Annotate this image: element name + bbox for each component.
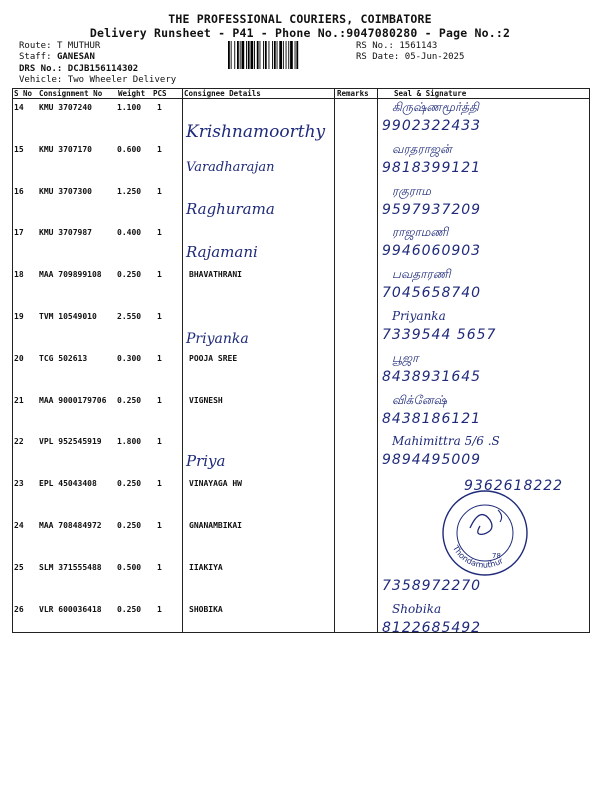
barcode-bar	[242, 41, 245, 69]
row-pcs: 1	[157, 353, 162, 363]
row-consignment: MAA 709899108	[39, 270, 102, 280]
barcode-bar	[246, 41, 247, 69]
row-consignment: MAA 708484972	[39, 521, 102, 530]
row-sno: 17	[14, 228, 24, 238]
handwritten-consignee: Raghurama	[186, 199, 275, 218]
header-consignee: Consignee Details	[184, 89, 261, 98]
row-weight: 0.600	[117, 144, 142, 154]
row-sno: 25	[14, 562, 24, 572]
runsheet-subtitle: Delivery Runsheet - P41 - Phone No.:9047080280 - Page No.:2	[89, 26, 511, 40]
barcode-bar	[290, 41, 293, 69]
row-weight: 1.800	[117, 437, 142, 447]
table-row	[12, 349, 590, 391]
table-row	[12, 391, 590, 433]
header-remarks: Remarks	[337, 89, 369, 98]
signature: விக்னேஷ்	[392, 392, 447, 407]
row-sno: 16	[14, 186, 24, 196]
row-weight: 0.300	[117, 353, 142, 363]
handwritten-phone: 9902322433	[382, 118, 482, 134]
row-consignee: POOJA SREE	[189, 353, 238, 363]
vehicle-value: Two Wheeler Delivery	[67, 75, 177, 85]
row-pcs: 1	[157, 228, 162, 238]
signature: கிருஷ்ணமூர்த்தி	[392, 100, 479, 114]
row-pcs: 1	[157, 395, 162, 405]
handwritten-phone: 9818399121	[382, 159, 482, 176]
row-consignment: KMU 3707300	[39, 186, 92, 196]
handwritten-consignee: Varadharajan	[186, 159, 275, 175]
row-sno: 22	[14, 437, 24, 447]
row-consignee: VIGNESH	[189, 395, 223, 405]
row-weight: 0.250	[117, 270, 142, 280]
barcode-bar	[277, 41, 278, 69]
barcode-bar	[272, 41, 273, 69]
row-pcs: 1	[157, 479, 162, 489]
row-weight: 2.550	[117, 312, 142, 321]
barcode-bar	[295, 41, 296, 69]
barcode-bar	[286, 41, 287, 69]
barcode-bar	[237, 41, 239, 69]
table-row	[12, 432, 590, 474]
row-consignee: SHOBIKA	[189, 604, 223, 614]
route-value: T MUTHUR	[56, 41, 101, 51]
signature: Shobika	[392, 601, 442, 616]
stamp-text: Thondamuthur	[450, 544, 505, 570]
stamp-code: 78	[492, 552, 501, 560]
row-weight: 1.100	[117, 103, 142, 112]
signature: பூஜா	[392, 350, 419, 365]
rs-no-value: 1561143	[399, 41, 438, 51]
row-weight: 0.500	[117, 562, 142, 572]
table-row	[12, 265, 590, 307]
row-consignment: MAA 9000179706	[39, 395, 107, 405]
row-consignment: VPL 952545919	[39, 437, 102, 447]
row-weight: 0.250	[117, 479, 142, 489]
staff-value: GANESAN	[56, 52, 95, 62]
row-consignment: KMU 3707170	[39, 144, 92, 154]
row-sno: 18	[14, 270, 24, 280]
row-pcs: 1	[157, 103, 162, 112]
header-pcs: PCS	[153, 89, 167, 98]
handwritten-consignee: Priya	[186, 452, 226, 471]
barcode-bar	[296, 41, 298, 69]
handwritten-phone: 9946060903	[382, 243, 482, 260]
table-row	[12, 98, 590, 140]
table-row	[12, 140, 590, 182]
barcode-bar	[251, 41, 254, 69]
handwritten-phone: 7045658740	[382, 285, 482, 302]
signature: Mahimittra 5/6 .S	[392, 434, 500, 449]
barcode-bar	[254, 41, 255, 69]
row-consignment: EPL 45043408	[39, 479, 97, 489]
signature: பவதாரணி	[392, 267, 451, 282]
row-consignee: GNANAMBIKAI	[189, 521, 242, 530]
row-consignment: SLM 371555488	[39, 562, 102, 572]
handwritten-phone: 8438931645	[382, 368, 482, 385]
barcode-image	[228, 41, 346, 69]
table-row	[12, 223, 590, 265]
row-sno: 20	[14, 353, 24, 363]
signature: ரகுராம	[392, 183, 431, 198]
row-sno: 19	[14, 312, 24, 321]
staff-line: Staff: GANESAN	[19, 52, 95, 62]
row-sno: 23	[14, 479, 24, 489]
route-line: Route: T MUTHUR	[19, 41, 101, 51]
rs-date-value: 05-Jun-2025	[404, 52, 465, 62]
row-consignment: KMU 3707987	[39, 228, 92, 238]
row-weight: 0.400	[117, 228, 142, 238]
barcode-bar	[263, 41, 264, 69]
header-weight: Weight	[118, 89, 146, 98]
handwritten-phone: 7339544 5657	[382, 327, 497, 343]
barcode-bar	[240, 41, 241, 69]
header-sno: S No	[14, 89, 33, 98]
row-consignee: BHAVATHRANI	[189, 270, 242, 280]
row-consignee: IIAKIYA	[189, 562, 223, 572]
row-consignment: TCG 502613	[39, 353, 88, 363]
handwritten-phone: 8122685492	[382, 619, 482, 636]
handwritten-phone: 9362618222	[464, 478, 564, 495]
row-pcs: 1	[157, 312, 162, 321]
row-weight: 0.250	[117, 521, 142, 530]
barcode-bar	[260, 41, 261, 69]
row-sno: 15	[14, 144, 24, 154]
row-consignment: KMU 3707240	[39, 103, 92, 112]
row-consignment: VLR 600036418	[39, 604, 102, 614]
row-sno: 21	[14, 395, 24, 405]
row-pcs: 1	[157, 270, 162, 280]
signature: வரதராஜன்	[392, 141, 452, 156]
table-row	[12, 600, 590, 642]
header-signature: Seal & Signature	[394, 89, 467, 98]
header-consignment: Consignment No	[39, 89, 103, 98]
row-consignee: VINAYAGA HW	[189, 479, 242, 489]
row-sno: 24	[14, 521, 24, 530]
drs-line: DRS No.: DCJB156114302	[19, 64, 139, 74]
handwritten-phone: 9597937209	[382, 201, 482, 218]
signature: Priyanka	[392, 309, 446, 323]
handwritten-phone: 9894495009	[382, 452, 482, 469]
row-weight: 0.250	[117, 604, 142, 614]
handwritten-consignee: Priyanka	[186, 331, 249, 347]
table-row	[12, 307, 590, 349]
row-pcs: 1	[157, 186, 162, 196]
row-consignment: TVM 10549010	[39, 312, 97, 321]
row-pcs: 1	[157, 562, 162, 572]
table-row	[12, 182, 590, 224]
row-sno: 14	[14, 103, 24, 112]
barcode-bar	[288, 41, 289, 69]
handwritten-consignee: Krishnamoorthy	[186, 122, 326, 142]
row-weight: 1.250	[117, 186, 142, 196]
row-pcs: 1	[157, 144, 162, 154]
signature: ராஜாமணி	[392, 225, 449, 240]
row-pcs: 1	[157, 437, 162, 447]
barcode-bar	[279, 41, 282, 69]
barcode-bar	[231, 41, 232, 69]
vehicle-line: Vehicle: Two Wheeler Delivery	[19, 75, 177, 85]
row-weight: 0.250	[117, 395, 142, 405]
row-pcs: 1	[157, 521, 162, 530]
rs-no-line: RS No.: 1561143	[356, 41, 438, 51]
barcode-bar	[265, 41, 267, 69]
handwritten-phone: 8438186121	[382, 410, 482, 427]
barcode-bar	[274, 41, 276, 69]
rs-date-line: RS Date: 05-Jun-2025	[356, 52, 465, 62]
drs-value: DCJB156114302	[67, 64, 139, 74]
barcode-bar	[228, 41, 230, 69]
barcode-bar	[283, 41, 284, 69]
company-title: THE PROFESSIONAL COURIERS, COIMBATORE	[168, 12, 432, 26]
handwritten-consignee: Rajamani	[186, 243, 258, 262]
row-sno: 26	[14, 604, 24, 614]
barcode-bar	[248, 41, 250, 69]
barcode-bar	[234, 41, 235, 69]
handwritten-phone: 7358972270	[382, 577, 482, 594]
row-pcs: 1	[157, 604, 162, 614]
barcode-bar	[269, 41, 270, 69]
office-stamp	[440, 488, 530, 578]
barcode-bar	[257, 41, 259, 69]
